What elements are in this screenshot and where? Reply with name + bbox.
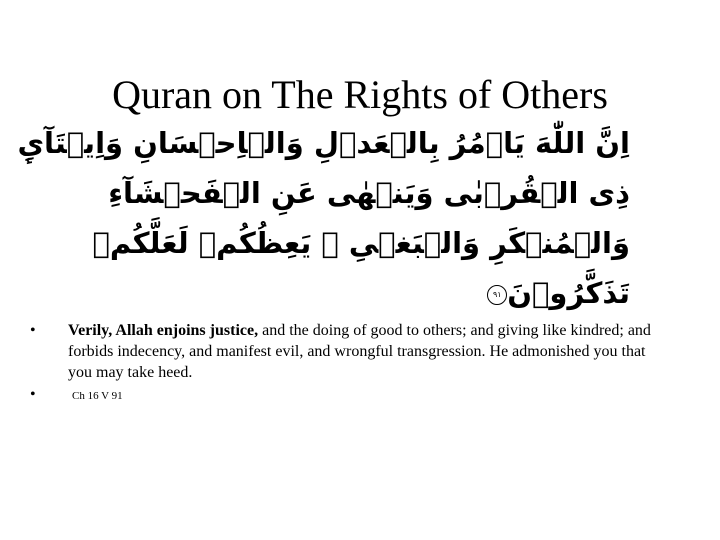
verse-number-marker: ٩١ [487, 285, 507, 305]
translation-list [30, 320, 670, 407]
arabic-verse [17, 118, 630, 318]
arabic-verse-line-3: وَالۡمُنۡكَرِ وَالۡبَغۡىِ‌ ۚ يَعِظُكُمۡ لَعَلَّكُمۡ [92, 226, 630, 260]
translation-lead: Verily, Allah enjoins justice, [68, 322, 259, 339]
slide-title: Quran on The Rights of Others [112, 71, 608, 117]
bullet-icon: • [30, 322, 36, 339]
arabic-verse-line-1: اِنَّ اللّٰهَ يَاۡمُرُ بِالۡعَدۡلِ وَالۡاِحۡسَانِ وَاِيۡتَآىِٕ [17, 126, 630, 160]
translation-item [30, 320, 670, 383]
translation-text: and the doing of good to others; and giving like kindred; and forbids indecency, and manifest evil, and wrongful transgression. He admonished you that you may take heed. [68, 322, 651, 381]
reference-item [30, 384, 670, 407]
arabic-verse-line-4 [150, 268, 630, 318]
arabic-verse-line-2: ذِى الۡقُرۡبٰى وَيَنۡهٰى عَنِ الۡفَحۡشَآءِ [108, 176, 630, 210]
verse-reference: Ch 16 V 91 [72, 390, 123, 402]
bullet-icon: • [30, 386, 36, 403]
arabic-verse-line-4-text: تَذَكَّرُوۡنَ [507, 276, 630, 310]
